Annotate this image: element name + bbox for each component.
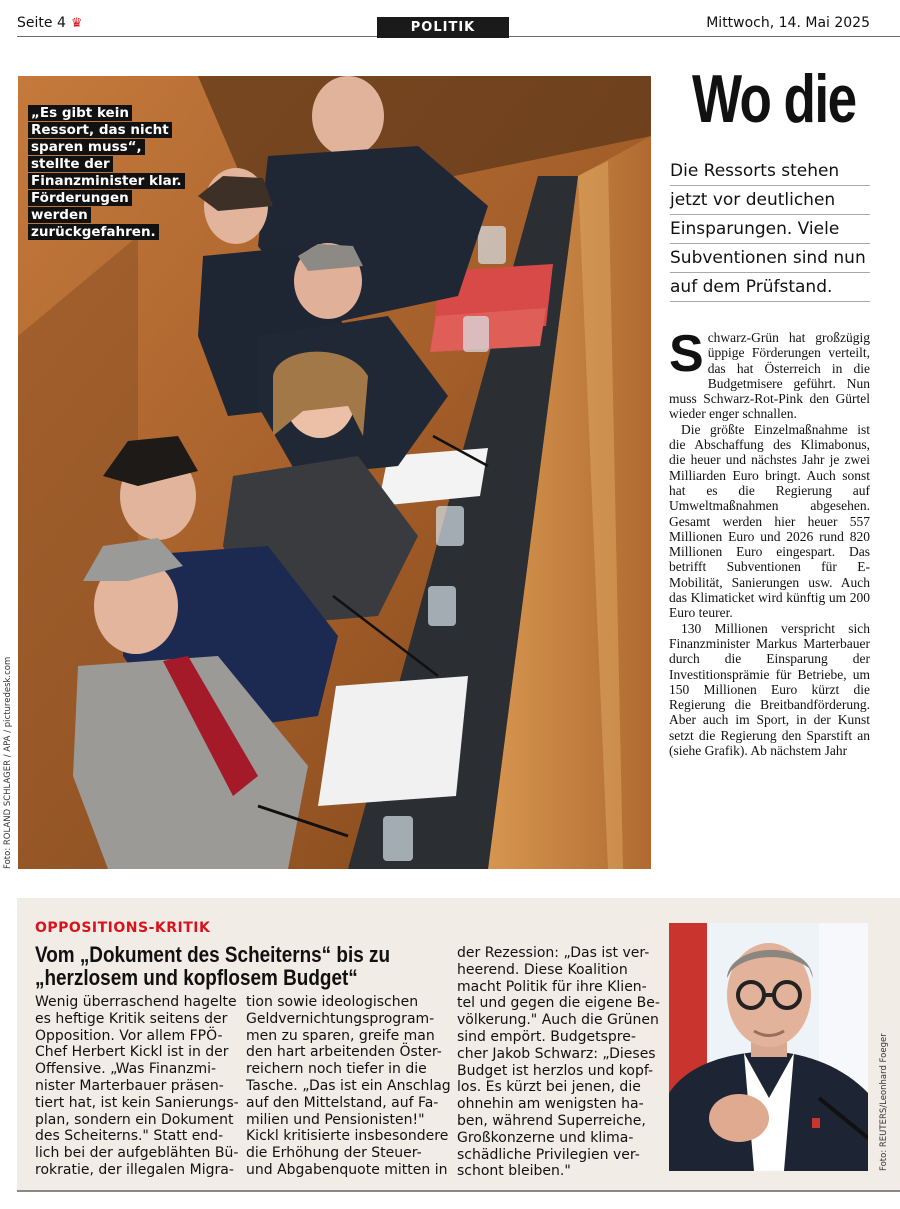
- box-title-line: Vom „Dokument des Scheiterns“ bis zu: [35, 942, 391, 967]
- lead-line: Die Ressorts stehen: [670, 157, 870, 186]
- header-rule-right: [509, 36, 900, 37]
- article-headline: Wo die: [692, 61, 856, 137]
- drop-cap: S: [669, 330, 704, 383]
- article-body: [669, 330, 870, 870]
- box-title: [35, 943, 396, 989]
- issue-date: Mittwoch, 14. Mai 2025: [706, 15, 870, 31]
- lead-line: auf dem Prüfstand.: [670, 273, 870, 302]
- lead-line: Einsparungen. Viele: [670, 215, 870, 244]
- page-number: [17, 15, 83, 31]
- article-lead: [670, 157, 870, 302]
- lead-line: Subventionen sind nun: [670, 244, 870, 273]
- header-rule-left: [17, 36, 377, 37]
- body-paragraph: chwarz-Grün hat großzügig üppige Förderungen verteilt, das hat Österreich in die Budgetmisere geführt. Nun muss Schwarz-Rot-Pink den Gürtel wieder enger schnallen.: [669, 330, 870, 422]
- section-tag: POLITIK: [377, 17, 509, 38]
- kickl-portrait-photo: [669, 923, 868, 1171]
- crown-icon: ♛: [70, 15, 83, 31]
- photo-credit: Foto: ROLAND SCHLAGER / APA / picturedesk.com: [3, 656, 13, 869]
- opposition-critique-box: [17, 898, 900, 1192]
- page-label: Seite 4: [17, 15, 66, 31]
- photo-caption: „Es gibt kein Ressort, das nicht sparen muss“, stellte der Finanzminister klar. Förderungen werden zurückgefahren.: [28, 105, 188, 241]
- box-column-1: Wenig überraschend hagelte es heftige Kritik seitens der Opposition. Vor allem FPÖ- Chef Herbert Kickl ist in der Offensive. „Was Finanzmi- nister Marterbauer präsen- tiert hat, ist kein Sanierungs- plan, sondern ein Dokument des Scheiterns." Statt end- lich bei der aufgeblähten Bü- rokratie, der illegalen Migra-: [35, 994, 239, 1178]
- body-paragraph: Die größte Einzelmaßnahme ist die Abschaffung des Klimabonus, die heuer und nächstes Jahr je zwei Milliarden Euro bringt. Auch sonst hat es die Regierung auf Umweltmaßnahmen abgesehen. Gesamt werden hier heuer 557 Millionen Euro und 2026 rund 820 Millionen Euro eingespart. Das betrifft Subventionen für E-Mobilität, Sanierungen usw. Auch das Klimaticket wird künftig um 200 Euro teurer.: [669, 421, 870, 621]
- box-column-2: tion sowie ideologischen Geldvernichtungsprogram- men zu sparen, greife man den hart arbeitenden Öster- reichern noch tiefer in die Tasche. „Das ist ein Anschlag auf den Mittelstand, auf Fa- milien und Pensionisten!" Kickl kritisierte insbesondere die Erhöhung der Steuer- und Abgabenquote mitten in: [246, 994, 451, 1178]
- box-title-line: „herzlosem und kopflosem Budget“: [35, 965, 358, 990]
- box-column-3: der Rezession: „Das ist ver- heerend. Diese Koalition macht Politik für ihre Klien- tel und gegen die eigene Be- völkerung." Auch die Grünen sind empört. Budgetspre- cher Jakob Schwarz: „Dieses Budget ist herzlos und kopf- los. Es kürzt bei jenen, die ohnehin am wenigsten ha- ben, während Superreiche, Großkonzerne und klima- schädliche Privilegien ver- schont bleiben.": [457, 945, 660, 1180]
- box-kicker: OPPOSITIONS-KRITIK: [35, 920, 211, 936]
- body-paragraph: 130 Millionen verspricht sich Finanzminister Markus Marterbauer durch die Einsparung der Investitionsprämie für Betriebe, um 150 Millionen Euro kürzt die Regierung die Breitbandförderung. Aber auch im Sport, in der Kunst setzt die Regierung den Sparstift an (siehe Grafik). Ab nächstem Jahr: [669, 620, 870, 759]
- lead-line: jetzt vor deutlichen: [670, 186, 870, 215]
- portrait-photo-credit: Foto: REUTERS/Leonhard Foeger: [879, 1033, 889, 1171]
